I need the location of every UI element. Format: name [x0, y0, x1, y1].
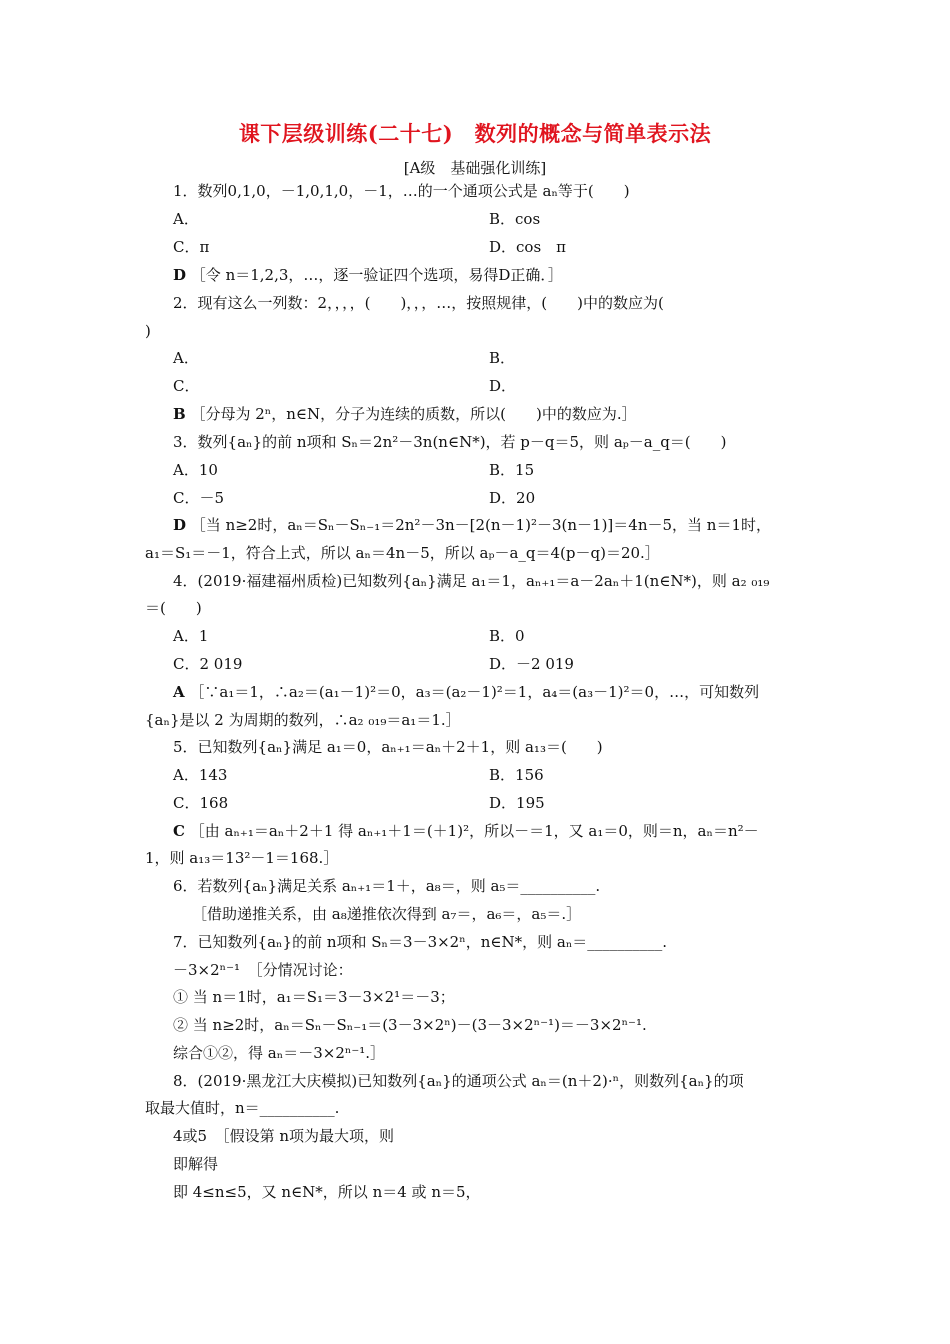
q3-option-b: B．15	[489, 461, 535, 479]
q6-stem: 6．若数列{aₙ}满足关系 aₙ₊₁＝1＋，a₈＝，则 a₅＝__________.	[173, 877, 601, 895]
q3-answer-line1	[173, 515, 771, 535]
q7-answer-line1: －3×2ⁿ⁻¹ ［分情况讨论：	[173, 961, 353, 979]
q1-answer-text: ［令 n＝1,2,3，…，逐一验证四个选项，易得D正确．］	[190, 266, 563, 284]
q7-answer-line4: 综合①②，得 aₙ＝－3×2ⁿ⁻¹.］	[173, 1044, 386, 1062]
q5-option-c: C．168	[173, 794, 229, 812]
q2-answer-text: ［分母为 2ⁿ，n∈N，分子为连续的质数，所以( )中的数应为.］	[190, 405, 637, 423]
q7-answer-line2: ① 当 n＝1时，a₁＝S₁＝3－3×2¹＝－3；	[173, 988, 455, 1006]
q4-stem-line1: 4．(2019·福建福州质检)已知数列{aₙ}满足 a₁＝1，aₙ₊₁＝a－2aₙ＋1(n∈N*)，则 a₂ ₀₁₉	[173, 572, 770, 590]
q2-stem-line1: 2．现有这么一列数：2，，，，( )，，，…，按照规律，( )中的数应为(	[173, 294, 664, 312]
q2-option-b: B．	[489, 349, 516, 367]
q5-option-d: D．195	[489, 794, 545, 812]
q4-answer-line2: {aₙ}是以 2 为周期的数列，∴a₂ ₀₁₉＝a₁＝1.］	[145, 711, 461, 729]
q4-answer-text-1: ［∵a₁＝1，∴a₂＝(a₁－1)²＝0，a₃＝(a₂－1)²＝1，a₄＝(a₃－1)²＝0，…，可知数列	[189, 683, 760, 701]
q1-option-d: D．cos π	[489, 238, 567, 256]
q6-answer: ［借助递推关系，由 a₈递推依次得到 a₇＝，a₆＝，a₅＝.］	[192, 905, 582, 923]
q5-option-a: A．143	[173, 766, 228, 784]
q4-stem-line2: ＝( )	[145, 599, 202, 617]
q4-answer-line1	[173, 682, 759, 702]
q4-option-c: C．2 019	[173, 655, 243, 673]
q3-stem: 3．数列{aₙ}的前 n项和 Sₙ＝2n²－3n(n∈N*)，若 p－q＝5，则 aₚ－a_q＝( )	[173, 433, 727, 451]
q2-option-d: D．	[489, 377, 517, 395]
q8-answer-line2: 即解得	[173, 1155, 219, 1173]
q2-option-c: C．	[173, 377, 200, 395]
q7-answer-line3: ② 当 n≥2时，aₙ＝Sₙ－Sₙ₋₁＝(3－3×2ⁿ)－(3－3×2ⁿ⁻¹)＝－3×2ⁿ⁻¹.	[173, 1016, 647, 1034]
section-heading: [A级 基础强化训练]	[403, 159, 547, 177]
q1-option-c: C．π	[173, 238, 210, 256]
q1-stem: 1．数列0,1,0，－1,0,1,0，－1，…的一个通项公式是 aₙ等于( )	[173, 182, 630, 200]
q3-answer-line2: a₁＝S₁＝－1，符合上式，所以 aₙ＝4n－5，所以 aₚ－a_q＝4(p－q)＝20.］	[145, 544, 660, 562]
q8-stem-line2: 取最大值时，n＝__________.	[145, 1099, 340, 1117]
q1-answer-letter: D	[173, 266, 187, 284]
q5-answer-line2: 1，则 a₁₃＝13²－1＝168.］	[145, 849, 339, 867]
q3-option-a: A．10	[173, 461, 218, 479]
q3-answer-letter: D	[173, 516, 187, 534]
q1-option-a: A．	[173, 210, 199, 228]
page-title: 课下层级训练(二十七) 数列的概念与简单表示法	[238, 121, 712, 146]
q1-option-b: B．cos	[489, 210, 541, 228]
q4-answer-letter: A	[173, 683, 185, 701]
q8-stem-line1: 8．(2019·黑龙江大庆模拟)已知数列{aₙ}的通项公式 aₙ＝(n＋2)·ⁿ，则数列{aₙ}的项	[173, 1072, 744, 1090]
q8-answer-line3: 即 4≤n≤5，又 n∈N*，所以 n＝4 或 n＝5，	[173, 1183, 481, 1201]
q2-stem-line2: )	[145, 322, 151, 340]
q3-option-c: C．－5	[173, 489, 225, 507]
q2-answer	[173, 404, 637, 424]
q7-stem: 7．已知数列{aₙ}的前 n项和 Sₙ＝3－3×2ⁿ，n∈N*，则 aₙ＝__________.	[173, 933, 668, 951]
q5-answer-text-1: ［由 aₙ₊₁＝aₙ＋2＋1 得 aₙ₊₁＋1＝(＋1)²，所以－＝1，又 a₁＝0，则＝n，aₙ＝n²－	[189, 822, 759, 840]
q5-answer-letter: C	[173, 822, 185, 840]
q1-answer	[173, 265, 563, 285]
q5-answer-line1	[173, 821, 759, 841]
q8-answer-line1: 4或5 ［假设第 n项为最大项，则	[173, 1127, 395, 1145]
q4-option-b: B．0	[489, 627, 525, 645]
q3-option-d: D．20	[489, 489, 536, 507]
q5-stem: 5．已知数列{aₙ}满足 a₁＝0，aₙ₊₁＝aₙ＋2＋1，则 a₁₃＝( )	[173, 738, 603, 756]
q2-answer-letter: B	[173, 405, 186, 423]
q4-option-a: A．1	[173, 627, 209, 645]
q3-answer-text-1: ［当 n≥2时，aₙ＝Sₙ－Sₙ₋₁＝2n²－3n－[2(n－1)²－3(n－1)]＝4n－5，当 n＝1时，	[190, 516, 771, 534]
q2-option-a: A．	[173, 349, 199, 367]
q5-option-b: B．156	[489, 766, 544, 784]
q4-option-d: D．－2 019	[489, 655, 574, 673]
